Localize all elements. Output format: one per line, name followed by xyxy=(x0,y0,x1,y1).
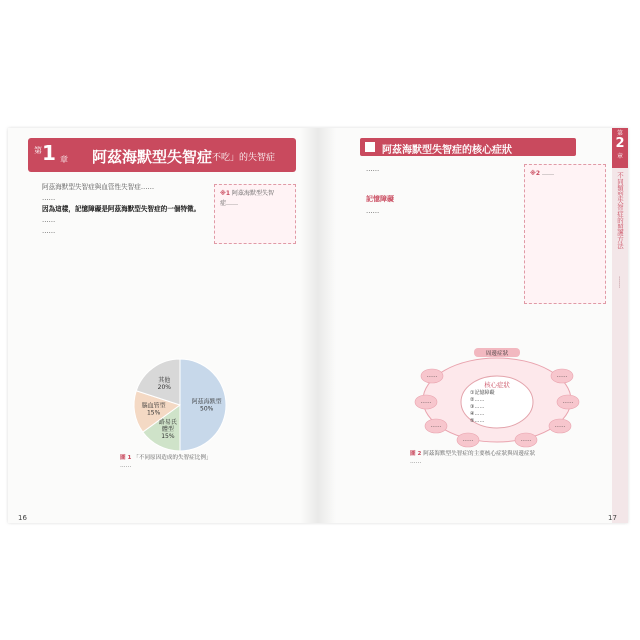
side-tab-label: 第 xyxy=(616,130,623,137)
chapter-number: 1 xyxy=(42,141,56,165)
page-number: 17 xyxy=(608,514,617,522)
core-item: ①記憶障礙 xyxy=(470,390,495,396)
figure-caption-title: 阿茲海默型失智症的主要核心症狀與周邊症狀 xyxy=(423,451,536,457)
paragraph: …… xyxy=(42,216,56,224)
chapter-side-tab xyxy=(612,128,628,523)
figure-number: 圖 1 xyxy=(120,455,132,461)
pie-label-路易氏體型: 路易氏體型 15% xyxy=(158,418,177,440)
core-item: ②…… xyxy=(470,397,485,403)
figure-caption xyxy=(410,450,595,466)
core-item: ④…… xyxy=(470,411,485,417)
side-note xyxy=(524,164,606,304)
side-tab-label-suffix: 章 xyxy=(616,153,623,160)
paragraph: …… xyxy=(366,165,380,173)
paragraph: …… xyxy=(366,207,380,215)
outer-item: …… xyxy=(462,437,474,443)
paragraph: 阿茲海默型失智症與血管性失智症…… xyxy=(42,183,155,191)
figure-caption xyxy=(120,454,212,470)
figure-caption-sub: …… xyxy=(410,459,422,465)
core-item: ③…… xyxy=(470,404,485,410)
figure-number: 圖 2 xyxy=(410,451,422,457)
page-number: 16 xyxy=(18,514,27,522)
paragraph: …… xyxy=(42,194,56,202)
outer-item: …… xyxy=(562,399,574,405)
note-tag: ※1 xyxy=(220,190,231,197)
figure-caption-title: 「不同原因造成的失智症比例」 xyxy=(133,455,212,461)
core-item: ⑤…… xyxy=(470,418,485,424)
section-title: 阿茲海默型失智症的核心症狀 xyxy=(382,145,512,156)
side-tab-chapter xyxy=(612,128,628,168)
outer-ring-label: 周邊症狀 xyxy=(485,351,509,357)
outer-item: …… xyxy=(420,399,432,405)
body-text xyxy=(42,182,202,237)
left-page xyxy=(8,128,318,523)
pie-label-腦血管型: 腦血管型 15% xyxy=(141,402,166,417)
note-text: …… xyxy=(541,170,554,177)
note-tag: ※2 xyxy=(530,170,541,177)
paragraph: …… xyxy=(42,227,56,235)
pie-label-阿茲海默型: 阿茲海默型 50% xyxy=(191,398,222,413)
side-note xyxy=(214,184,296,244)
subheading: 記憶障礙 xyxy=(366,195,394,203)
chapter-subtitle: 「不吃」的失智症 xyxy=(203,153,276,163)
outer-item: …… xyxy=(426,373,438,379)
body-text xyxy=(366,206,516,217)
note-text: 阿茲海默型失智症…… xyxy=(220,190,274,207)
body-text xyxy=(366,164,516,175)
right-page xyxy=(318,128,628,523)
outer-item: …… xyxy=(554,423,566,429)
chapter-header-band xyxy=(28,138,296,172)
pie-chart xyxy=(120,353,240,458)
chapter-title: 阿茲海默型失智症 xyxy=(92,148,213,166)
pie-label-其他: 其他 20% xyxy=(157,376,171,391)
symptom-diagram xyxy=(410,346,585,451)
chapter-label-suffix: 章 xyxy=(60,155,68,164)
section-header-band xyxy=(360,138,576,156)
core-items xyxy=(470,390,526,425)
square-icon xyxy=(365,142,375,152)
side-tab-number: 2 xyxy=(615,136,625,151)
outer-item: …… xyxy=(520,437,532,443)
paragraph-highlight: 因為這樣，記憶障礙是阿茲海默型失智症的一個特徵。 xyxy=(42,205,201,213)
outer-item: …… xyxy=(430,423,442,429)
outer-item: …… xyxy=(556,373,568,379)
pie-chart-svg xyxy=(120,353,240,458)
inner-ring-label: 核心症狀 xyxy=(484,381,510,389)
figure-caption-sub: …… xyxy=(120,463,132,469)
side-tab-text-2: …… xyxy=(617,276,624,288)
side-tab-text: 不同類型失智症的照護方法 xyxy=(616,172,624,249)
chapter-label: 第 xyxy=(34,146,42,155)
